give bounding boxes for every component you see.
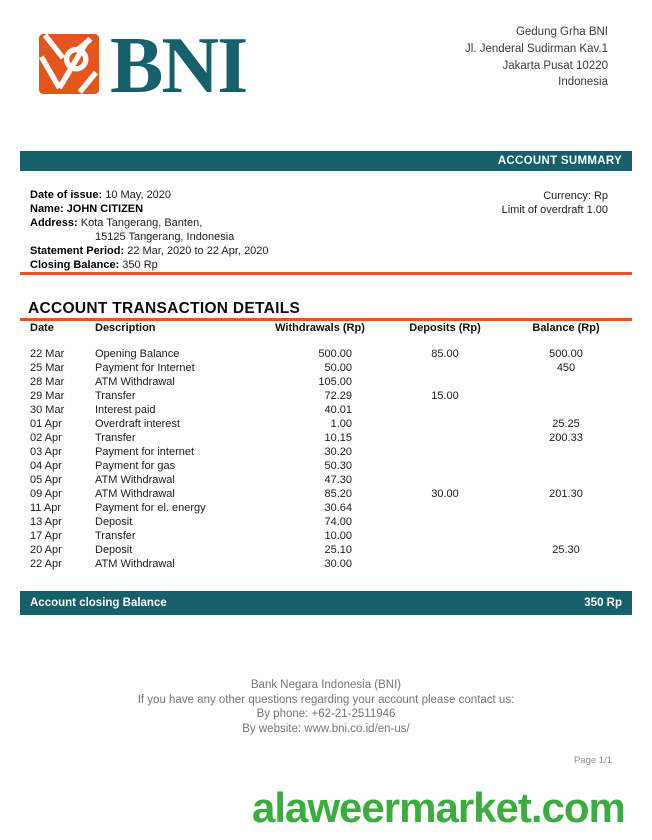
cell-description: Deposit <box>95 544 133 556</box>
cell-date: 22 Apr <box>30 558 62 570</box>
cell-description: Transfer <box>95 432 136 444</box>
bank-address-line: Gedung Grha BNI <box>515 26 608 38</box>
footer-bank-name: Bank Negara Indonesia (BNI) <box>250 679 402 691</box>
transaction-row <box>30 557 622 571</box>
cell-date: 05 Apr <box>30 474 62 486</box>
column-header-date: Date <box>30 322 54 334</box>
closing-balance-line <box>30 258 268 272</box>
bni-wordmark: BNI <box>110 22 247 110</box>
cell-description: Payment for Internet <box>95 362 195 374</box>
statement-period-value: 22 Mar, 2020 to 22 Apr, 2020 <box>124 245 269 257</box>
date-of-issue-line <box>30 188 268 202</box>
cell-deposit <box>380 445 510 459</box>
column-header-deposits: Deposits (Rp) <box>409 322 481 334</box>
closing-bar-label: Account closing Balance <box>30 597 167 609</box>
address-line-1 <box>30 216 268 230</box>
cell-description: Deposit <box>95 516 133 528</box>
cell-withdrawal: 500.00 <box>318 348 352 360</box>
transaction-row <box>30 431 622 445</box>
cell-withdrawal: 47.30 <box>324 474 352 486</box>
cell-balance <box>510 473 622 487</box>
cell-deposit: 15.00 <box>431 390 459 402</box>
cell-balance: 450 <box>556 362 576 374</box>
cell-deposit <box>380 557 510 571</box>
cell-balance <box>510 459 622 473</box>
address-line-2: 15125 Tangerang, Indonesia <box>95 231 235 243</box>
closing-balance-label: Closing Balance: <box>30 259 120 271</box>
cell-balance <box>510 375 622 389</box>
cell-withdrawal: 72.29 <box>324 390 352 402</box>
name-line <box>30 202 268 216</box>
cell-withdrawal: 74.00 <box>324 516 352 528</box>
cell-deposit <box>380 403 510 417</box>
cell-description: Payment for el. energy <box>95 502 206 514</box>
cell-withdrawal: 50.00 <box>324 362 352 374</box>
cell-date: 20 Apr <box>30 544 62 556</box>
cell-date: 25 Mar <box>30 362 65 374</box>
cell-deposit <box>380 473 510 487</box>
transaction-row <box>30 515 622 529</box>
footer-contact-block <box>0 678 652 736</box>
cell-description: Transfer <box>95 530 136 542</box>
account-closing-balance-bar <box>20 591 632 615</box>
cell-balance <box>510 389 622 403</box>
cell-deposit: 85.00 <box>431 348 459 360</box>
cell-description: Transfer <box>95 390 136 402</box>
transaction-row <box>30 529 622 543</box>
cell-withdrawal: 85.20 <box>324 488 352 500</box>
cell-withdrawal: 30.00 <box>324 558 352 570</box>
cell-balance: 200.33 <box>549 432 583 444</box>
date-of-issue-label: Date of issue: <box>30 189 103 201</box>
bni-logo-icon <box>39 34 99 94</box>
cell-date: 22 Mar <box>30 348 65 360</box>
footer-website-line: By website: www.bni.co.id/en-us/ <box>242 722 410 735</box>
cell-withdrawal: 30.64 <box>324 502 352 514</box>
transaction-row <box>30 543 622 557</box>
cell-deposit: 30.00 <box>431 488 459 500</box>
cell-balance <box>510 557 622 571</box>
transactions-title: ACCOUNT TRANSACTION DETAILS <box>28 300 301 317</box>
cell-description: Opening Balance <box>95 348 180 360</box>
currency-info-block <box>502 189 608 217</box>
cell-withdrawal: 30.20 <box>324 446 352 458</box>
account-summary-bar: ACCOUNT SUMMARY <box>20 151 632 171</box>
cell-date: 30 Mar <box>30 404 65 416</box>
date-of-issue-value: 10 May, 2020 <box>102 189 172 201</box>
name-value: JOHN CITIZEN <box>63 203 144 215</box>
cell-deposit <box>380 459 510 473</box>
statement-period-line <box>30 244 268 258</box>
cell-date: 01 Apr <box>30 418 62 430</box>
cell-balance: 500.00 <box>549 348 583 360</box>
bank-address-line: Jl. Jenderal Sudirman Kav.1 <box>465 42 608 55</box>
name-label: Name: <box>30 203 64 215</box>
closing-bar-value: 350 Rp <box>584 597 622 609</box>
cell-balance <box>510 501 622 515</box>
watermark-text: alaweermarket.com <box>252 784 625 831</box>
transaction-row <box>30 389 622 403</box>
address-value-1: Kota Tangerang, Banten, <box>77 217 203 229</box>
cell-withdrawal: 10.00 <box>324 530 352 542</box>
footer-phone-line: By phone: +62-21-2511946 <box>256 708 396 721</box>
cell-deposit <box>380 375 510 389</box>
column-header-withdrawals: Withdrawals (Rp) <box>275 322 365 334</box>
bank-address-line: Indonesia <box>558 76 608 89</box>
transaction-row <box>30 487 622 501</box>
cell-date: 13 Apr <box>30 516 62 528</box>
transaction-row <box>30 445 622 459</box>
cell-date: 29 Mar <box>30 390 65 402</box>
cell-balance: 201.30 <box>549 488 583 500</box>
cell-balance <box>510 445 622 459</box>
overdraft-limit-line: Limit of overdraft 1.00 <box>501 204 608 216</box>
transaction-row <box>30 417 622 431</box>
cell-deposit <box>380 515 510 529</box>
cell-withdrawal: 1.00 <box>330 418 352 430</box>
cell-description: Payment for internet <box>95 446 195 458</box>
cell-date: 03 Apr <box>30 446 62 458</box>
transaction-row <box>30 347 622 361</box>
cell-balance <box>510 529 622 543</box>
orange-divider <box>20 272 632 275</box>
transaction-row <box>30 473 622 487</box>
bni-46-sail-icon <box>39 34 99 94</box>
transaction-row <box>30 459 622 473</box>
cell-date: 28 Mar <box>30 376 65 388</box>
cell-deposit <box>380 543 510 557</box>
cell-withdrawal: 10.15 <box>324 432 352 444</box>
cell-deposit <box>380 417 510 431</box>
page-number: Page 1/1 <box>573 755 612 766</box>
cell-balance <box>510 403 622 417</box>
transaction-row <box>30 361 622 375</box>
account-summary-details <box>30 188 268 272</box>
bank-address-block <box>465 24 608 91</box>
transaction-row <box>30 501 622 515</box>
closing-balance-value: 350 Rp <box>119 259 158 271</box>
cell-withdrawal: 105.00 <box>318 376 352 388</box>
cell-deposit <box>380 431 510 445</box>
column-header-balance: Balance (Rp) <box>532 322 600 334</box>
orange-divider <box>20 318 632 321</box>
cell-date: 04 Apr <box>30 460 62 472</box>
cell-date: 09 Apr <box>30 488 62 500</box>
cell-description: Overdraft interest <box>95 418 180 430</box>
cell-date: 02 Apr <box>30 432 62 444</box>
cell-withdrawal: 50.30 <box>324 460 352 472</box>
bank-address-line: Jakarta Pusat 10220 <box>502 59 608 72</box>
cell-withdrawal: 25.10 <box>324 544 352 556</box>
cell-balance <box>510 515 622 529</box>
cell-description: ATM Withdrawal <box>95 474 175 486</box>
cell-description: Interest paid <box>95 404 156 416</box>
cell-date: 17 Apr <box>30 530 62 542</box>
cell-deposit <box>380 529 510 543</box>
cell-deposit <box>380 501 510 515</box>
transactions-table-body <box>30 347 622 571</box>
cell-withdrawal: 40.01 <box>324 404 352 416</box>
cell-date: 11 Apr <box>30 502 61 514</box>
cell-description: ATM Withdrawal <box>95 376 175 388</box>
footer-contact-line: If you have any other questions regarding your account please contact us: <box>137 693 515 706</box>
transaction-row <box>30 375 622 389</box>
statement-period-label: Statement Period: <box>30 245 125 257</box>
cell-balance: 25.30 <box>552 544 580 556</box>
address-label: Address: <box>30 217 78 229</box>
cell-description: ATM Withdrawal <box>95 488 175 500</box>
cell-description: ATM Withdrawal <box>95 558 175 570</box>
transaction-row <box>30 403 622 417</box>
column-header-description: Description <box>95 322 156 334</box>
cell-deposit <box>380 361 510 375</box>
currency-line: Currency: Rp <box>543 190 608 202</box>
cell-balance: 25.25 <box>552 418 580 430</box>
transactions-table-header <box>30 322 622 334</box>
cell-description: Payment for gas <box>95 460 176 472</box>
